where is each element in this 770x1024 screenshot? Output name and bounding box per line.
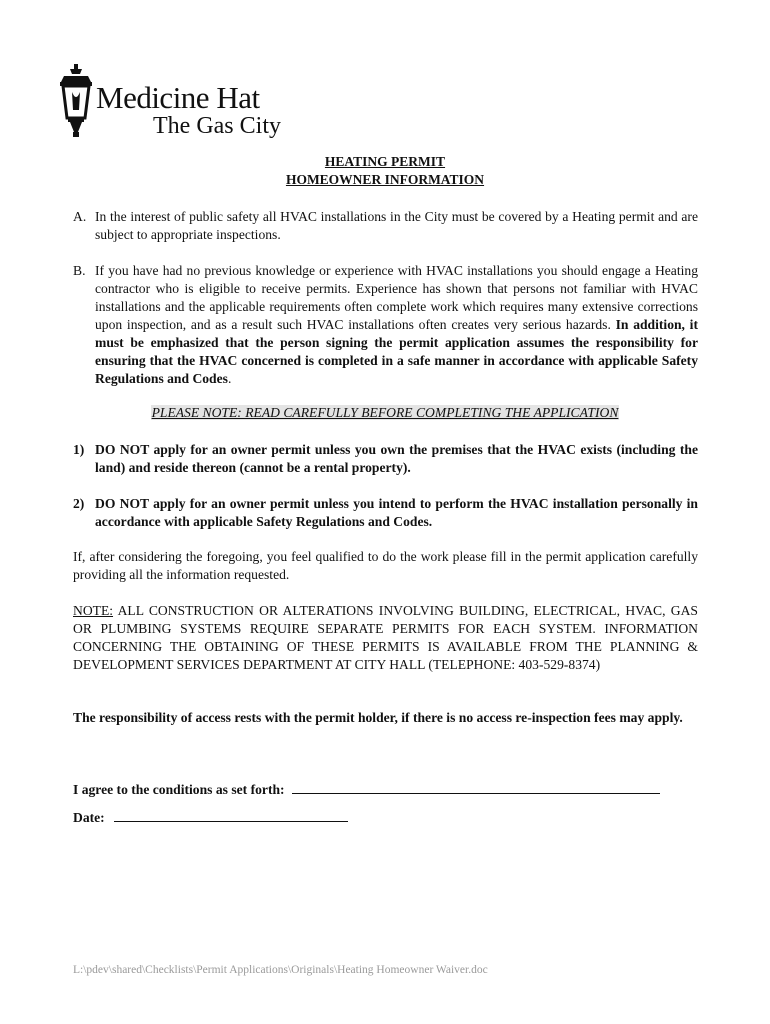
date-row <box>73 808 698 827</box>
page-title: HEATING PERMIT <box>324 154 446 169</box>
rule-2 <box>73 495 698 531</box>
document-header <box>0 153 770 189</box>
rule-1-text: DO NOT apply for an owner permit unless you own the premises that the HVAC exists (including the land) and reside thereon (cannot be a rental property). <box>95 442 698 475</box>
access-paragraph: The responsibility of access rests with the permit holder, if there is no access re-inspection fees may apply. <box>73 710 683 725</box>
rule-2-label: 2) <box>73 496 85 511</box>
section-b-text: If you have had no previous knowledge or experience with HVAC installations you should engage a Heating contractor who is eligible to receive permits. Experience has shown that persons not familiar with HVAC installations and the applicable requirements often complete work which requires many extensive corrections upon inspection, and as a result such HVAC installations often creates very serious hazards. <box>95 263 698 332</box>
logo-city-name: Medicine Hat <box>96 80 260 115</box>
section-a-label: A. <box>73 209 87 224</box>
city-logo <box>58 62 298 146</box>
section-a-text: In the interest of public safety all HVAC installations in the City must be covered by a Heating permit and are subject to appropriate inspections. <box>95 209 698 242</box>
date-field[interactable] <box>114 808 348 822</box>
rule-2-text: DO NOT apply for an owner permit unless you intend to perform the HVAC installation personally in accordance with applicable Safety Regulations and Codes. <box>95 496 698 529</box>
logo-tagline: The Gas City <box>153 113 281 139</box>
note-paragraph <box>73 602 698 674</box>
qualified-paragraph: If, after considering the foregoing, you feel qualified to do the work please fill in the permit application carefully providing all the information requested. <box>73 549 698 582</box>
note-text: ALL CONSTRUCTION OR ALTERATIONS INVOLVING BUILDING, ELECTRICAL, HVAC, GAS OR PLUMBING SYSTEMS REQUIRE SEPARATE PERMITS FOR EACH SYSTEM. INFORMATION CONCERNING THE OBTAINING OF THESE PERMITS IS AVAILABLE FROM THE PLANNING & DEVELOPMENT SERVICES DEPARTMENT AT CITY HALL (TELEPHONE: 403-529-8374) <box>73 603 698 672</box>
please-note-banner <box>0 404 770 422</box>
agree-row <box>73 780 698 799</box>
rule-1-label: 1) <box>73 442 85 457</box>
note-label: NOTE: <box>73 603 114 618</box>
agree-label: I agree to the conditions as set forth: <box>73 782 285 797</box>
section-a <box>73 208 698 244</box>
please-note-text: PLEASE NOTE: READ CAREFULLY BEFORE COMPLETING THE APPLICATION <box>151 405 619 420</box>
section-b <box>73 262 698 388</box>
rule-1 <box>73 441 698 477</box>
section-b-emphasis: In addition, it must be emphasized that the person signing the permit application assumes the responsibility for ensuring that the HVAC concerned is completed in a safe manner in accordance with applicable Safety Regulations and Codes <box>95 317 698 386</box>
lantern-icon <box>58 62 94 138</box>
date-label: Date: <box>73 810 105 825</box>
section-b-end: . <box>227 371 232 386</box>
section-b-label: B. <box>73 263 86 278</box>
signature-field[interactable] <box>292 780 660 794</box>
page-subtitle: HOMEOWNER INFORMATION <box>285 172 485 187</box>
file-path-footer: L:\pdev\shared\Checklists\Permit Applications\Originals\Heating Homeowner Waiver.doc <box>73 964 488 976</box>
section-b-body <box>95 262 698 388</box>
